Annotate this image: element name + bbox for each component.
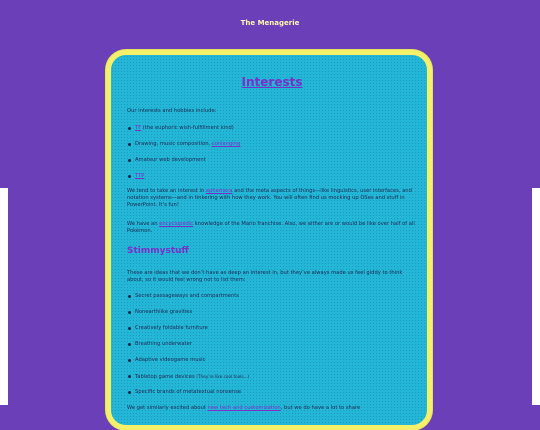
stimmystuff-outro: [127, 405, 417, 412]
bullet-icon: [128, 311, 131, 314]
interests-intro: Our interests and hobbies include:: [127, 108, 217, 114]
stimmystuff-intro: These are ideas that we don’t have as deep an interest in, but they’ve always made us feel giddy to think about, so it would feel wrong not to list them:: [127, 270, 403, 283]
list-item: [135, 157, 206, 164]
bullet-icon: [128, 375, 131, 378]
list-item: [135, 125, 234, 132]
site-title: The Menagerie: [240, 19, 300, 27]
paragraph-text: and the meta aspects of things—like linguistics, user interfaces, and notation systems—and in tinkering with how they work. You will often find us mocking up OSes and stuff in PowerPoint. It’s fun!: [127, 188, 412, 208]
bullet-icon: [128, 175, 131, 178]
list-item-text: Tabletop game devices: [135, 374, 197, 380]
ephemera-link[interactable]: ephemera: [205, 188, 233, 194]
list-item: [135, 309, 192, 316]
list-item: [135, 293, 239, 300]
stimmystuff-heading: Stimmystuff: [127, 246, 189, 256]
bullet-icon: [128, 343, 131, 346]
left-edge-strip: [0, 188, 8, 405]
interests-paragraph-2: [127, 221, 417, 235]
list-item-text: Secret passageways and compartments: [135, 293, 240, 299]
encyclopedic-link[interactable]: encyclopedic: [159, 221, 194, 227]
list-item-text: Specific brands of metatextual nonsense: [135, 389, 242, 395]
list-item: [135, 173, 144, 180]
list-item-text: Amateur web development: [135, 157, 206, 163]
list-item: [135, 389, 241, 396]
bullet-icon: [128, 143, 131, 146]
list-item: [135, 141, 240, 148]
content-card: [106, 50, 432, 430]
tf-link[interactable]: TF: [135, 125, 142, 131]
bullet-icon: [128, 295, 131, 298]
bullet-icon: [128, 327, 131, 330]
list-item-text: Breathing underwater: [135, 341, 192, 347]
list-item-text: Nonearthlike gravities: [135, 309, 193, 315]
list-item-text: Creatively foldable furniture: [135, 325, 208, 331]
list-item-text: Adaptive videogame music: [135, 357, 206, 363]
ttp-link[interactable]: TTP: [135, 173, 145, 179]
list-item-note: (They’re like cool tools...): [196, 374, 250, 379]
list-item: [135, 373, 249, 381]
paragraph-text: knowledge of the Mario franchise. Also, we either are or would be like over half of all Pokémon.: [127, 221, 415, 234]
interests-paragraph-1: [127, 188, 417, 209]
paragraph-text: We tend to take an interest in: [127, 188, 206, 194]
conlanging-link[interactable]: conlanging: [211, 141, 241, 147]
bullet-icon: [128, 127, 131, 130]
list-item-text: Drawing, music composition,: [135, 141, 212, 147]
paragraph-text: We have an: [127, 221, 160, 227]
list-item: [135, 357, 205, 364]
right-edge-strip: [532, 188, 540, 405]
bullet-icon: [128, 159, 131, 162]
paragraph-text: , but we do have a lot to share: [280, 405, 361, 411]
bullet-icon: [128, 391, 131, 394]
bullet-icon: [128, 359, 131, 362]
list-item-text: (the euphoric wish-fulfillment kind): [141, 125, 234, 131]
list-item: [135, 325, 208, 332]
paragraph-text: We get similarly excited about: [127, 405, 208, 411]
list-item: [135, 341, 192, 348]
interests-heading: Interests: [241, 75, 303, 89]
new-tech-link[interactable]: new tech and customization: [207, 405, 281, 411]
